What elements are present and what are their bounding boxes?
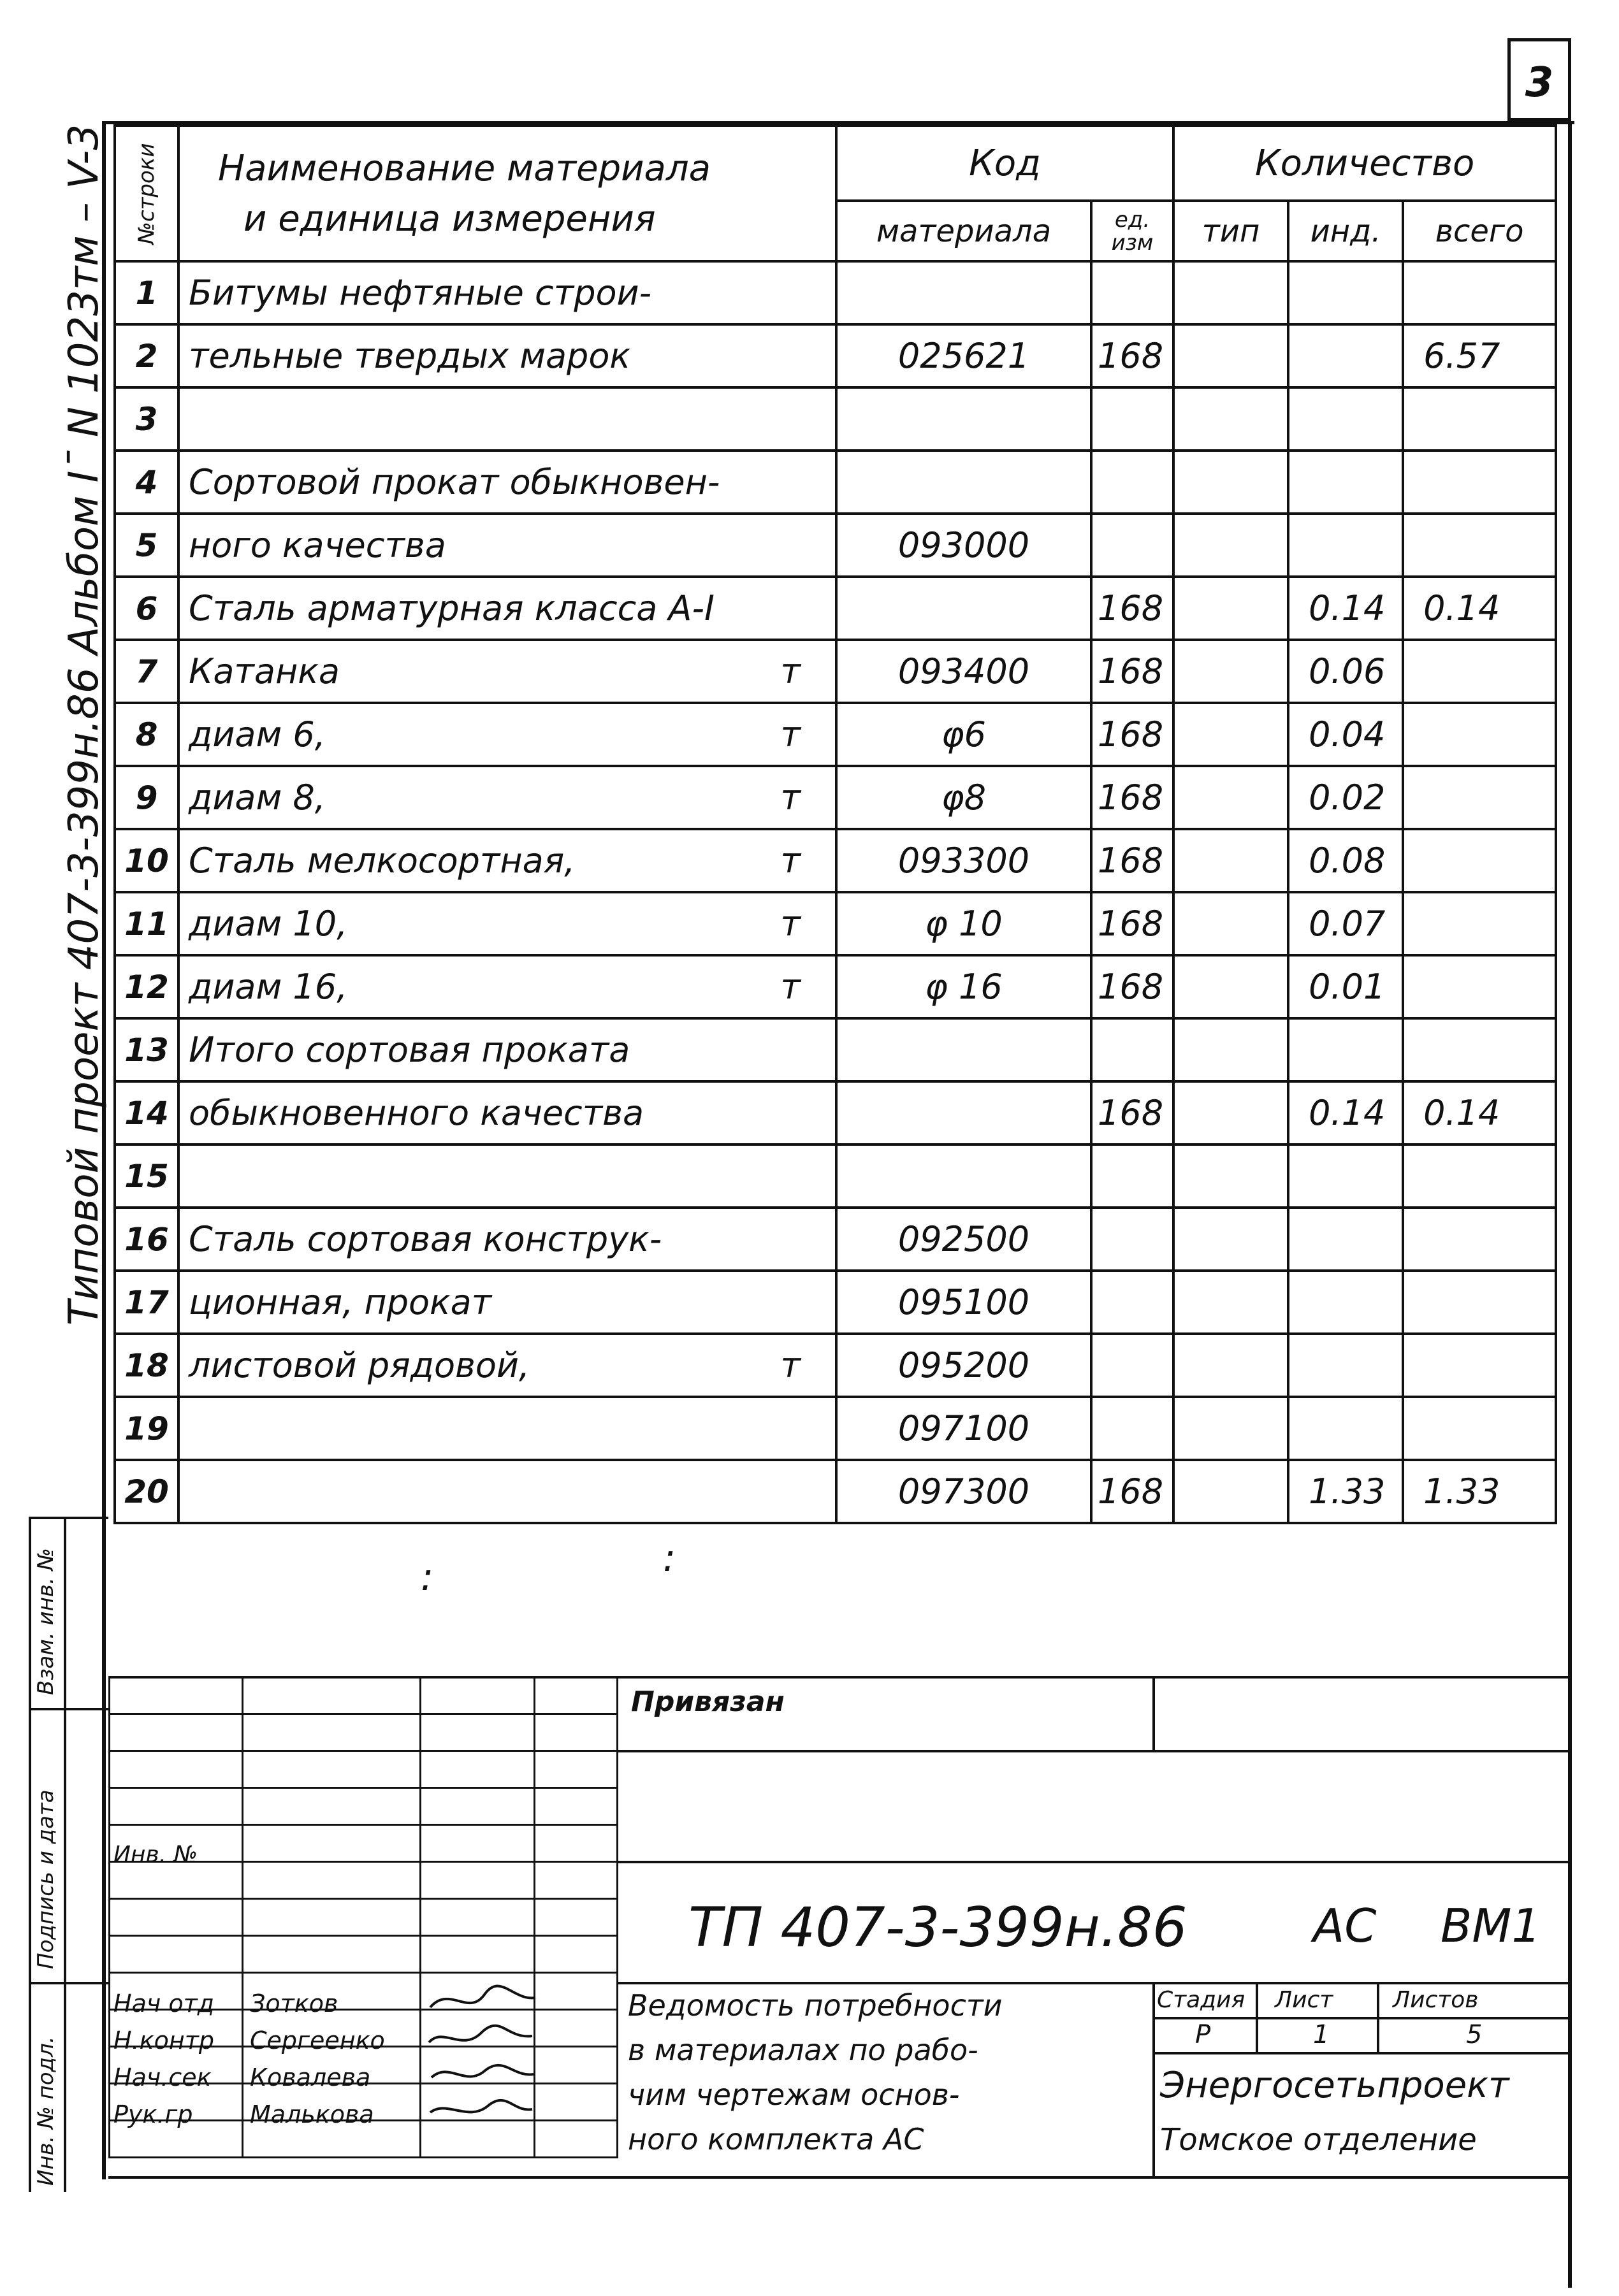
tb-stage-div-2: [1377, 1982, 1379, 2052]
qty-ind: [1288, 261, 1403, 324]
row-number: 10: [115, 829, 178, 892]
qty-total: [1403, 1271, 1556, 1334]
table-row: [115, 955, 1556, 1018]
row-number: 14: [115, 1081, 178, 1144]
stage-value: Р: [1195, 2020, 1211, 2049]
table-row: [115, 1018, 1556, 1081]
table-row: [115, 451, 1556, 514]
qty-type: [1173, 1397, 1288, 1460]
unit-code: 168: [1091, 766, 1173, 829]
unit-code: 168: [1091, 703, 1173, 766]
qty-total: 0.14: [1403, 1081, 1556, 1144]
qty-ind: 0.08: [1288, 829, 1403, 892]
unit-code: [1091, 1144, 1173, 1208]
material-name: [178, 1144, 836, 1208]
unit-code: [1091, 1334, 1173, 1397]
side-project-title: Типовой проект 407-3-399н.86 Альбом I¯ N 1023тм – V-3: [61, 124, 108, 1325]
material-name: [178, 261, 836, 324]
material-code: [836, 1144, 1091, 1208]
unit-code: [1091, 1397, 1173, 1460]
unit-code: 168: [1091, 955, 1173, 1018]
unit-suffix: т: [780, 841, 801, 881]
material-code: [836, 261, 1091, 324]
qty-ind: 1.33: [1288, 1460, 1403, 1523]
material-code: 025621: [836, 324, 1091, 387]
table-row: [115, 1334, 1556, 1397]
mark: АС: [1313, 1899, 1377, 1953]
qty-total: 0.14: [1403, 577, 1556, 640]
unit-code: 168: [1091, 829, 1173, 892]
material-name-text: ного качества: [189, 525, 446, 565]
description-line-3: чим чертежам основ-: [628, 2077, 960, 2112]
sheet-number: 3: [1525, 59, 1554, 106]
signatures: [424, 1982, 539, 2135]
unit-suffix: т: [780, 1345, 801, 1385]
row-number: 12: [115, 955, 178, 1018]
blank-area: [108, 1485, 1568, 1679]
qty-type: [1173, 387, 1288, 451]
unit-code: 168: [1091, 1081, 1173, 1144]
qty-total: [1403, 514, 1556, 577]
table-row: [115, 324, 1556, 387]
material-name-text: ционная, прокат: [189, 1282, 492, 1322]
scan-dot: :: [421, 1555, 434, 1599]
qty-type: [1173, 1208, 1288, 1271]
qty-ind: [1288, 1397, 1403, 1460]
role-3: Нач.сек: [113, 2063, 212, 2091]
qty-ind: 0.06: [1288, 640, 1403, 703]
side-stamp-outer-line: [29, 1517, 31, 2192]
material-name: [178, 1018, 836, 1081]
qty-total: [1403, 387, 1556, 451]
unit-suffix: т: [780, 967, 801, 1007]
material-code: 097100: [836, 1397, 1091, 1460]
material-code: 093400: [836, 640, 1091, 703]
qty-total: [1403, 451, 1556, 514]
unit-code: 168: [1091, 640, 1173, 703]
side-stamp-inv-label: Инв. № подл.: [33, 2036, 59, 2186]
material-code: φ 16: [836, 955, 1091, 1018]
description-line-1: Ведомость потребности: [628, 1988, 1003, 2023]
material-code: [836, 451, 1091, 514]
tb-privyazan-divider: [1152, 1676, 1155, 1751]
org-name: Энергосетьпроект: [1160, 2065, 1509, 2106]
tb-desc-divider: [1152, 1982, 1155, 2176]
qty-type: [1173, 955, 1288, 1018]
side-stamp-div2: [29, 1982, 108, 1984]
unit-code: [1091, 1208, 1173, 1271]
name-3: Ковалева: [250, 2063, 371, 2091]
material-name-text: Битумы нефтяные строи-: [189, 273, 652, 313]
row-number: 1: [115, 261, 178, 324]
org-branch: Томское отделение: [1160, 2122, 1477, 2158]
material-code: 093000: [836, 514, 1091, 577]
row-number: 11: [115, 892, 178, 955]
header-q-type: тип: [1173, 201, 1288, 261]
role-1: Нач отд: [113, 1989, 215, 2018]
row-number: 8: [115, 703, 178, 766]
unit-code: [1091, 514, 1173, 577]
table-row: [115, 1397, 1556, 1460]
material-name: [178, 766, 836, 829]
material-name: [178, 514, 836, 577]
qty-total: [1403, 766, 1556, 829]
material-name-text: Катанка: [189, 651, 340, 691]
header-code: Код: [836, 126, 1173, 201]
material-code: 093300: [836, 829, 1091, 892]
row-number: 16: [115, 1208, 178, 1271]
material-code: [836, 1018, 1091, 1081]
qty-ind: [1288, 514, 1403, 577]
material-name-text: диам 10,: [189, 904, 348, 944]
header-row-number: №строки: [115, 126, 178, 261]
unit-code: 168: [1091, 892, 1173, 955]
table-row: [115, 640, 1556, 703]
qty-type: [1173, 514, 1288, 577]
table-row: [115, 514, 1556, 577]
table-row: [115, 387, 1556, 451]
row-number: 9: [115, 766, 178, 829]
row-number: 2: [115, 324, 178, 387]
sheets-label: Листов: [1393, 1987, 1479, 2013]
unit-code: 168: [1091, 577, 1173, 640]
qty-total: [1403, 892, 1556, 955]
unit-code: 168: [1091, 1460, 1173, 1523]
tb-line-2: [618, 1750, 1568, 1752]
material-name: [178, 1397, 836, 1460]
tb-stage-line: [1152, 2017, 1568, 2019]
role-4: Рук.гр: [113, 2100, 193, 2128]
side-stamp-div1: [29, 1708, 108, 1710]
table-row: [115, 1144, 1556, 1208]
qty-total: [1403, 829, 1556, 892]
qty-type: [1173, 451, 1288, 514]
qty-type: [1173, 324, 1288, 387]
tb-line-3: [618, 1861, 1568, 1863]
row-number: 20: [115, 1460, 178, 1523]
material-name: [178, 1208, 836, 1271]
qty-total: [1403, 1334, 1556, 1397]
qty-ind: [1288, 1208, 1403, 1271]
side-stamp-top: [29, 1517, 108, 1519]
material-name: [178, 892, 836, 955]
material-name-text: Сталь мелкосортная,: [189, 841, 576, 881]
qty-ind: 0.07: [1288, 892, 1403, 955]
materials-table-body: [115, 261, 1556, 1523]
qty-type: [1173, 261, 1288, 324]
unit-code: [1091, 451, 1173, 514]
material-name: [178, 955, 836, 1018]
sheet-label: Лист: [1275, 1987, 1333, 2013]
side-stamp-sign-label: Подпись и дата: [33, 1789, 59, 1969]
qty-ind: [1288, 324, 1403, 387]
material-code: [836, 1081, 1091, 1144]
qty-type: [1173, 640, 1288, 703]
header-q-ind: инд.: [1288, 201, 1403, 261]
tb-bottom: [108, 2176, 1568, 2179]
inv-number-label: Инв. №: [113, 1842, 198, 1868]
material-name: [178, 640, 836, 703]
row-number: 5: [115, 514, 178, 577]
material-name-text: Итого сортовая проката: [189, 1030, 630, 1070]
qty-ind: [1288, 1334, 1403, 1397]
header-quantity: Количество: [1173, 126, 1556, 201]
material-code: φ8: [836, 766, 1091, 829]
qty-ind: [1288, 451, 1403, 514]
qty-ind: 0.14: [1288, 577, 1403, 640]
qty-type: [1173, 1271, 1288, 1334]
material-code: 097300: [836, 1460, 1091, 1523]
scan-dot: :: [663, 1536, 676, 1580]
qty-ind: [1288, 1018, 1403, 1081]
header-material-name: Наименование материала и единица измерения: [178, 126, 836, 261]
qty-type: [1173, 1144, 1288, 1208]
unit-code: [1091, 1271, 1173, 1334]
row-number: 7: [115, 640, 178, 703]
qty-total: [1403, 1208, 1556, 1271]
material-name-text: диам 16,: [189, 967, 348, 1007]
material-name-text: Сталь сортовая конструк-: [189, 1219, 662, 1259]
material-code: 092500: [836, 1208, 1091, 1271]
qty-type: [1173, 577, 1288, 640]
qty-ind: [1288, 1271, 1403, 1334]
material-name-text: листовой рядовой,: [189, 1345, 530, 1385]
tb-stage-line-2: [1152, 2052, 1568, 2054]
unit-code: [1091, 387, 1173, 451]
material-name: [178, 451, 836, 514]
material-code: φ 10: [836, 892, 1091, 955]
qty-total: [1403, 640, 1556, 703]
material-name-text: Сталь арматурная класса А-I: [189, 588, 715, 628]
material-name: [178, 324, 836, 387]
unit-suffix: т: [780, 651, 801, 691]
row-number: 15: [115, 1144, 178, 1208]
qty-ind: 0.02: [1288, 766, 1403, 829]
unit-code: [1091, 1018, 1173, 1081]
row-number: 19: [115, 1397, 178, 1460]
description-line-2: в материалах по рабо-: [628, 2033, 978, 2067]
material-name: [178, 703, 836, 766]
sheet-value: 1: [1313, 2020, 1330, 2049]
material-name: [178, 1334, 836, 1397]
frame-right-line: [1568, 121, 1572, 2288]
material-name-text: тельные твердых марок: [189, 336, 630, 376]
qty-type: [1173, 1018, 1288, 1081]
qty-total: [1403, 955, 1556, 1018]
qty-total: 6.57: [1403, 324, 1556, 387]
sheet-number-box: [1507, 38, 1571, 121]
table-row: [115, 1081, 1556, 1144]
qty-total: [1403, 1397, 1556, 1460]
qty-ind: 0.04: [1288, 703, 1403, 766]
header-code-unit: ед. изм: [1091, 201, 1173, 261]
name-2: Сергеенко: [250, 2026, 385, 2054]
sheets-value: 5: [1466, 2020, 1483, 2049]
name-1: Зотков: [250, 1989, 338, 2018]
tb-top: [618, 1676, 1568, 1679]
unit-suffix: т: [780, 714, 801, 755]
row-number: 17: [115, 1271, 178, 1334]
table-row: [115, 829, 1556, 892]
table-row: [115, 1208, 1556, 1271]
unit-code: [1091, 261, 1173, 324]
header-code-material: материала: [836, 201, 1091, 261]
unit-suffix: т: [780, 777, 801, 818]
qty-ind: [1288, 1144, 1403, 1208]
material-name-text: диам 6,: [189, 714, 326, 755]
unit-code: 168: [1091, 324, 1173, 387]
side-stamp-inner-line: [64, 1517, 66, 2192]
row-number: 4: [115, 451, 178, 514]
material-name: [178, 1081, 836, 1144]
qty-total: 1.33: [1403, 1460, 1556, 1523]
header-q-total: всего: [1403, 201, 1556, 261]
qty-total: [1403, 1144, 1556, 1208]
material-code: φ6: [836, 703, 1091, 766]
material-name-text: Сортовой прокат обыкновен-: [189, 462, 720, 502]
material-name: [178, 829, 836, 892]
tb-stage-div-1: [1256, 1982, 1258, 2052]
stage-label: Стадия: [1157, 1987, 1245, 2013]
material-name-text: обыкновенного качества: [189, 1093, 644, 1133]
table-row: [115, 577, 1556, 640]
side-stamp-replace-label: Взам. инв. №: [33, 1548, 59, 1695]
privyazan-label: Привязан: [631, 1686, 785, 1718]
name-4: Малькова: [250, 2100, 374, 2128]
qty-type: [1173, 829, 1288, 892]
table-row: [115, 766, 1556, 829]
material-name: [178, 577, 836, 640]
qty-ind: 0.14: [1288, 1081, 1403, 1144]
sheet-code: ВМ1: [1441, 1899, 1541, 1953]
row-number: 18: [115, 1334, 178, 1397]
material-name: [178, 387, 836, 451]
table-row: [115, 892, 1556, 955]
qty-total: [1403, 703, 1556, 766]
qty-type: [1173, 766, 1288, 829]
row-number: 13: [115, 1018, 178, 1081]
qty-type: [1173, 892, 1288, 955]
description-line-4: ного комплекта АС: [628, 2122, 924, 2156]
material-name: [178, 1271, 836, 1334]
material-code: [836, 387, 1091, 451]
qty-total: [1403, 261, 1556, 324]
material-code: 095200: [836, 1334, 1091, 1397]
role-2: Н.контр: [113, 2026, 214, 2054]
tb-line-4: [618, 1982, 1568, 1984]
qty-total: [1403, 1018, 1556, 1081]
unit-suffix: т: [780, 904, 801, 944]
table-row: [115, 261, 1556, 324]
material-code: 095100: [836, 1271, 1091, 1334]
qty-ind: [1288, 387, 1403, 451]
table-row: [115, 1271, 1556, 1334]
row-number: 6: [115, 577, 178, 640]
qty-type: [1173, 703, 1288, 766]
material-code: [836, 577, 1091, 640]
material-name-text: диам 8,: [189, 777, 326, 818]
row-number: 3: [115, 387, 178, 451]
table-row: [115, 703, 1556, 766]
qty-type: [1173, 1081, 1288, 1144]
designation: ТП 407-3-399н.86: [688, 1896, 1187, 1960]
materials-table: [113, 124, 1557, 1524]
qty-ind: 0.01: [1288, 955, 1403, 1018]
qty-type: [1173, 1334, 1288, 1397]
